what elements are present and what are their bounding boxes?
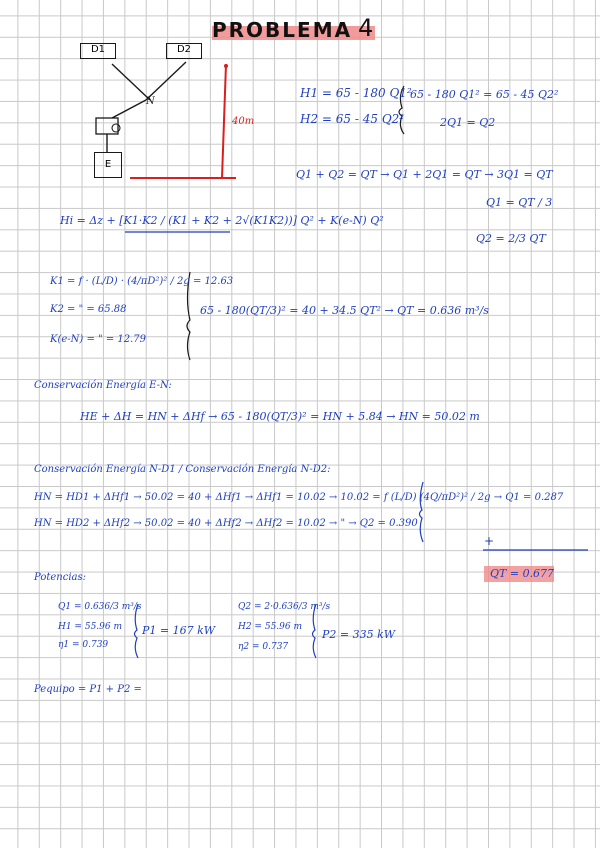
power-right-eta: η2 = 0.737 xyxy=(238,642,289,652)
k1-value: K1 = f · (L/D) · (4/πD²)² / 2g = 12.63 xyxy=(50,276,234,287)
equation-h2: H2 = 65 - 45 Q2² xyxy=(300,112,405,126)
equation-q1-fraction: Q1 = QT / 3 xyxy=(486,196,553,209)
energy-nd-row2: HN = HD2 + ΔHf2 → 50.02 = 40 + ΔHf2 → ΔHf2 = 10.02 → " → Q2 = 0.390 xyxy=(34,518,418,529)
reservoir-d2-box xyxy=(166,43,202,59)
power-left-p: P1 = 167 kW xyxy=(142,624,216,637)
power-left-eta: η1 = 0.739 xyxy=(58,640,109,650)
energy-nd-heading: Conservación Energía N-D1 / Conservación Energía N-D2: xyxy=(34,464,331,475)
title-word: PROBLEMA xyxy=(212,18,353,42)
total-power: Pequipo = P1 + P2 = xyxy=(34,684,142,695)
equation-flow-sum: Q1 + Q2 = QT → Q1 + 2Q1 = QT → 3Q1 = QT xyxy=(296,168,553,181)
sum-plus-sign: + xyxy=(484,534,495,548)
energy-nd-row1: HN = HD1 + ΔHf1 → 50.02 = 40 + ΔHf1 → ΔHf1 = 10.02 → 10.02 = f (L/D) (4Q/πD²)² / 2g → Q1 = 0.287 xyxy=(34,492,564,503)
reservoir-d1-label: D1 xyxy=(90,44,106,55)
equation-hi: Hi = Δz + [K1·K2 / (K1 + K2 + 2√(K1K2))] Q² + K(e-N) Q² xyxy=(60,214,384,227)
reservoir-e-label: E xyxy=(104,159,112,170)
power-right-h: H2 = 55.96 m xyxy=(238,622,302,632)
equation-h1: H1 = 65 - 180 Q1² xyxy=(300,86,412,100)
power-left-h: H1 = 55.96 m xyxy=(58,622,122,632)
title-number: 4 xyxy=(358,14,376,42)
height-label: 40m xyxy=(232,116,255,127)
reservoir-e-box xyxy=(94,152,122,178)
energy-en-equation: HE + ΔH = HN + ΔHf → 65 - 180(QT/3)² = HN + 5.84 → HN = 50.02 m xyxy=(80,410,480,423)
power-right-q: Q2 = 2·0.636/3 m³/s xyxy=(238,602,331,612)
page-title xyxy=(212,14,376,42)
reservoir-d2-label: D2 xyxy=(176,44,192,55)
solve-qt: 65 - 180(QT/3)² = 40 + 34.5 QT² → QT = 0.636 m³/s xyxy=(200,304,489,317)
reservoir-d1-box xyxy=(80,43,116,59)
power-right-p: P2 = 335 kW xyxy=(322,628,396,641)
node-n-label: N xyxy=(146,96,155,107)
equation-equal: 65 - 180 Q1² = 65 - 45 Q2² xyxy=(410,88,559,101)
ken-value: K(e-N) = " = 12.79 xyxy=(50,334,147,345)
equation-q2-fraction: Q2 = 2/3 QT xyxy=(476,232,546,245)
energy-en-heading: Conservación Energía E-N: xyxy=(34,380,172,391)
k2-value: K2 = " = 65.88 xyxy=(50,304,127,315)
qt-result: QT = 0.677 xyxy=(490,567,555,580)
power-left-q: Q1 = 0.636/3 m³/s xyxy=(58,602,142,612)
equation-q-relation: 2Q1 = Q2 xyxy=(440,116,496,129)
power-heading: Potencias: xyxy=(34,572,86,583)
